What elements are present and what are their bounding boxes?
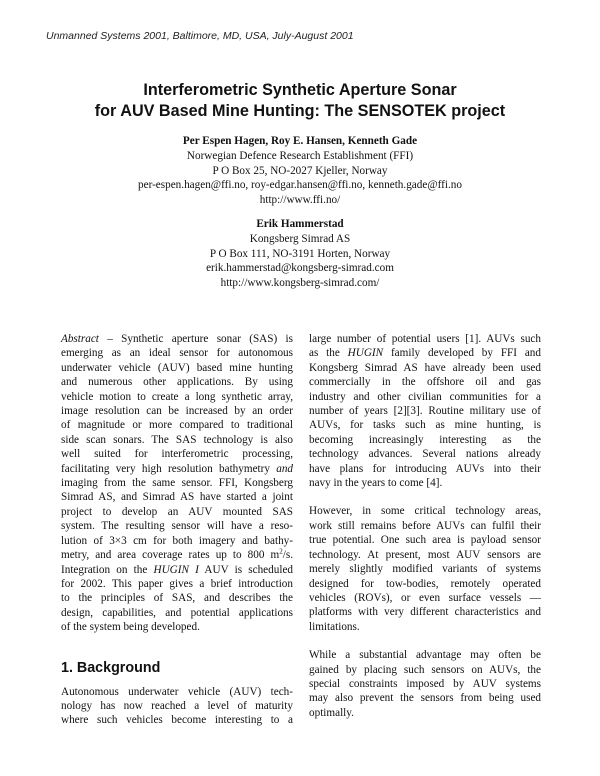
- abstract-line: lution of 3×3 cm for both imagery and bathy-: [61, 534, 293, 547]
- body-line: technology. At present, most AUV sensors are: [309, 548, 541, 561]
- abstract-line: to the principles of SAS, and describes the: [61, 592, 293, 605]
- body-line: platforms with very different characteristics and: [309, 606, 541, 619]
- body-line: true potential. One such area is payload sensor: [309, 534, 541, 547]
- body-line: number of years [2][3]. Routine military use of: [309, 405, 541, 418]
- body-line: navy in the years to come [4].: [309, 477, 443, 490]
- body-line: have plans for introducing AUVs into their: [309, 462, 541, 475]
- abstract-line: image resolution can be increased by an order: [61, 405, 293, 418]
- spacer: [309, 634, 541, 648]
- abstract-line: of magnitude or more compared to traditional: [61, 419, 293, 432]
- body-line: limitations.: [309, 620, 360, 633]
- author-emails: per-espen.hagen@ffi.no, roy-edgar.hansen@ffi.no, kenneth.gade@ffi.no: [138, 179, 462, 192]
- author-url: http://www.ffi.no/: [259, 194, 341, 207]
- body-line: AUVs, for tasks such as mine hunting, is: [309, 419, 541, 432]
- hugin-italic: HUGIN: [347, 347, 384, 360]
- abstract-line: metry, and area coverage rates up to 800 $m^2/s$.: [61, 547, 293, 562]
- superscript-two: 2: [279, 547, 283, 556]
- body-line: large number of potential users [1]. AUVs such: [309, 333, 541, 345]
- author-block-ffi: [0, 134, 600, 208]
- body-line: vehicles (ROVs), or even surface vessels —: [309, 591, 541, 604]
- abstract-line: system. The resulting sensor will have a reso-: [61, 520, 293, 533]
- body-line: work still remains before AUVs can fulfil their: [309, 519, 541, 532]
- author-block-kongsberg: [0, 217, 600, 291]
- body-line: Autonomous underwater vehicle (AUV) tech-: [61, 685, 293, 698]
- author-address: P O Box 111, NO-3191 Horten, Norway: [209, 247, 391, 260]
- body-line: While a substantial advantage may often be: [309, 649, 541, 662]
- body-line: technology advances. Several nations already: [309, 448, 541, 461]
- author-url: http://www.kongsberg-simrad.com/: [220, 277, 380, 290]
- body-line: commercially in the offshore oil and gas: [309, 376, 541, 389]
- spacer: [309, 490, 541, 504]
- and-italic: and: [276, 462, 294, 475]
- abstract-line: imaging from the same sensor. FFI, Kongsberg: [61, 477, 293, 490]
- left-column: [61, 332, 293, 728]
- abstract-line: side scan sonars. The SAS technology is also: [61, 433, 293, 446]
- body-line: merely slightly modified variants of systems: [309, 563, 541, 576]
- body-line: becoming increasingly interesting as the: [309, 433, 541, 446]
- abstract-line: for 2002. This paper gives a brief introduction: [61, 577, 293, 590]
- author-affiliation: Norwegian Defence Research Establishment (FFI): [186, 149, 414, 162]
- author-names: Per Espen Hagen, Roy E. Hansen, Kenneth Gade: [182, 135, 418, 147]
- body-line: However, in some critical technology areas,: [309, 505, 541, 518]
- body-line: nology has now reached a level of maturity: [61, 699, 293, 712]
- abstract-line: vehicle motion to create a long synthetic array,: [61, 390, 293, 403]
- abstract-line: underwater vehicle (AUV) based mine hunting: [61, 361, 293, 374]
- spacer: [61, 677, 293, 685]
- body-line: industry and other civilian communities for a: [309, 390, 541, 403]
- author-email: erik.hammerstad@kongsberg-simrad.com: [206, 262, 394, 275]
- title-line-2: for AUV Based Mine Hunting: The SENSOTEK project: [94, 102, 506, 120]
- paper-title: [0, 80, 600, 122]
- abstract-line: project to develop an AUV mounted SAS: [61, 505, 293, 518]
- spacer: [61, 635, 293, 659]
- abstract-line: emerging as an ideal sensor for autonomous: [61, 347, 293, 360]
- body-line: may also prevent the sensors from being used: [309, 692, 541, 705]
- body-line: as the HUGIN family developed by FFI and: [309, 347, 541, 360]
- abstract-label: Abstract: [61, 333, 99, 345]
- author-names: Erik Hammerstad: [256, 218, 344, 230]
- abstract-line: design, capabilities, and potential applications: [61, 606, 293, 619]
- body-line: where such vehicles become interesting to a: [61, 714, 293, 727]
- body-line: optimally.: [309, 706, 354, 719]
- title-line-1: Interferometric Synthetic Aperture Sonar: [143, 81, 457, 99]
- abstract-line: and numerous other applications. By using: [61, 376, 293, 389]
- author-affiliation: Kongsberg Simrad AS: [249, 232, 351, 245]
- section-heading: 1. Background: [61, 659, 161, 676]
- body-line: Kongsberg Simrad AS have already been used: [309, 361, 541, 374]
- body-line: special constraints imposed by AUV systems: [309, 677, 541, 690]
- running-head: Unmanned Systems 2001, Baltimore, MD, USA, July-August 2001: [46, 30, 354, 42]
- abstract-line: Integration on the HUGIN I AUV is scheduled: [61, 563, 294, 576]
- abstract-line: well suited for interferometric processing,: [61, 448, 293, 461]
- body-line: designed for tow-bodies, remotely operated: [309, 577, 541, 590]
- abstract-line: Simrad AS, and Simrad AS have started a joint: [61, 491, 293, 504]
- abstract-line: of the system being developed.: [61, 621, 200, 634]
- body-line: gained by placing such sensors on AUVs, the: [309, 663, 541, 676]
- hugin-italic: HUGIN I: [153, 563, 199, 576]
- right-column: [309, 332, 541, 720]
- abstract-line: facilitating very high resolution bathymetry and: [61, 462, 294, 475]
- author-address: P O Box 25, NO-2027 Kjeller, Norway: [212, 164, 388, 177]
- abstract-line: Abstract – Synthetic aperture sonar (SAS) is: [61, 333, 293, 345]
